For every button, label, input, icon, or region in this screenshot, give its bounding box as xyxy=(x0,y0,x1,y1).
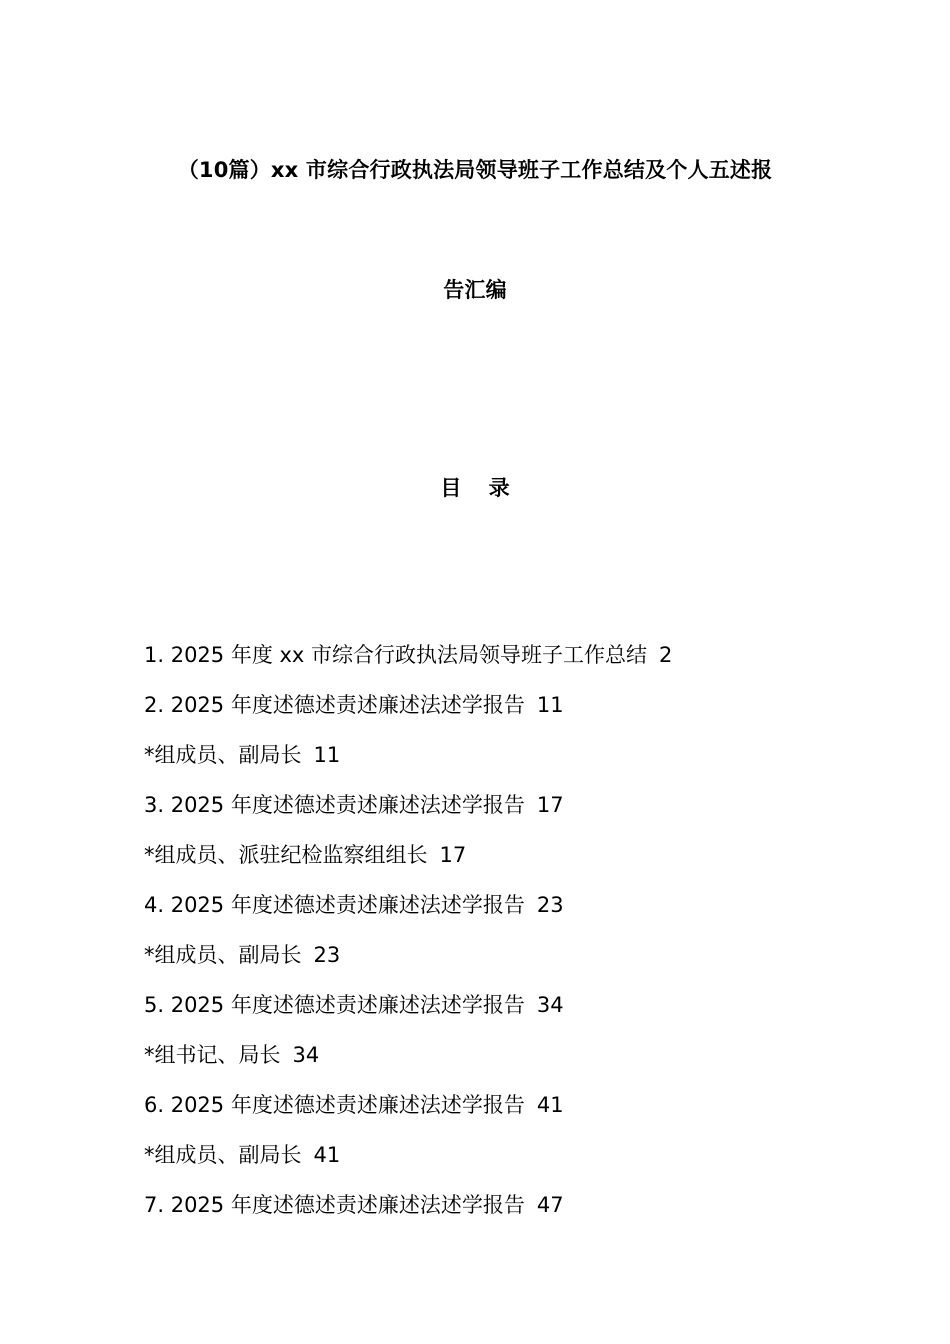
toc-entry-text: *组成员、副局长 xyxy=(144,743,302,767)
toc-entry-text: 2. 2025 年度述德述责述廉述法述学报告 xyxy=(144,693,525,717)
toc-entry-text: *组成员、派驻纪检监察组组长 xyxy=(144,843,428,867)
toc-entry[interactable] xyxy=(144,988,864,1038)
toc-entry-page: 47 xyxy=(536,1193,564,1217)
document-title-line-1: （10篇）xx 市综合行政执法局领导班子工作总结及个人五述报 xyxy=(177,158,773,182)
toc-entry-text: *组书记、局长 xyxy=(144,1043,281,1067)
toc-entry-page: 34 xyxy=(292,1043,320,1067)
toc-entry-text: 5. 2025 年度述德述责述廉述法述学报告 xyxy=(144,993,525,1017)
toc-entry[interactable] xyxy=(144,638,864,688)
toc-entry-text: 3. 2025 年度述德述责述廉述法述学报告 xyxy=(144,793,525,817)
document-title-line-2: 告汇编 xyxy=(443,278,507,302)
toc-entry[interactable] xyxy=(144,1188,864,1238)
toc-heading: 目 录 xyxy=(440,476,520,500)
toc-entry-page: 17 xyxy=(536,793,564,817)
toc-entry[interactable] xyxy=(144,788,864,838)
toc-entry-text: 4. 2025 年度述德述责述廉述法述学报告 xyxy=(144,893,525,917)
toc-entry[interactable] xyxy=(144,688,864,738)
toc-entry-text: 6. 2025 年度述德述责述廉述法述学报告 xyxy=(144,1093,525,1117)
toc-entry-page: 41 xyxy=(536,1093,564,1117)
toc-entry-page: 11 xyxy=(536,693,564,717)
toc-entry-page: 34 xyxy=(536,993,564,1017)
toc-entry-page: 17 xyxy=(439,843,467,867)
toc-entry-page: 2 xyxy=(659,643,673,667)
toc-entry-text: 7. 2025 年度述德述责述廉述法述学报告 xyxy=(144,1193,525,1217)
table-of-contents xyxy=(144,638,864,1238)
toc-entry-page: 11 xyxy=(313,743,341,767)
toc-entry-page: 41 xyxy=(313,1143,341,1167)
toc-entry-page: 23 xyxy=(536,893,564,917)
toc-entry[interactable] xyxy=(144,938,864,988)
toc-entry[interactable] xyxy=(144,1038,864,1088)
toc-entry-text: *组成员、副局长 xyxy=(144,1143,302,1167)
toc-entry-text: *组成员、副局长 xyxy=(144,943,302,967)
toc-entry-page: 23 xyxy=(313,943,341,967)
toc-entry[interactable] xyxy=(144,1138,864,1188)
toc-entry-text: 1. 2025 年度 xx 市综合行政执法局领导班子工作总结 xyxy=(144,643,648,667)
toc-entry[interactable] xyxy=(144,738,864,788)
toc-entry[interactable] xyxy=(144,1088,864,1138)
toc-entry[interactable] xyxy=(144,888,864,938)
toc-entry[interactable] xyxy=(144,838,864,888)
